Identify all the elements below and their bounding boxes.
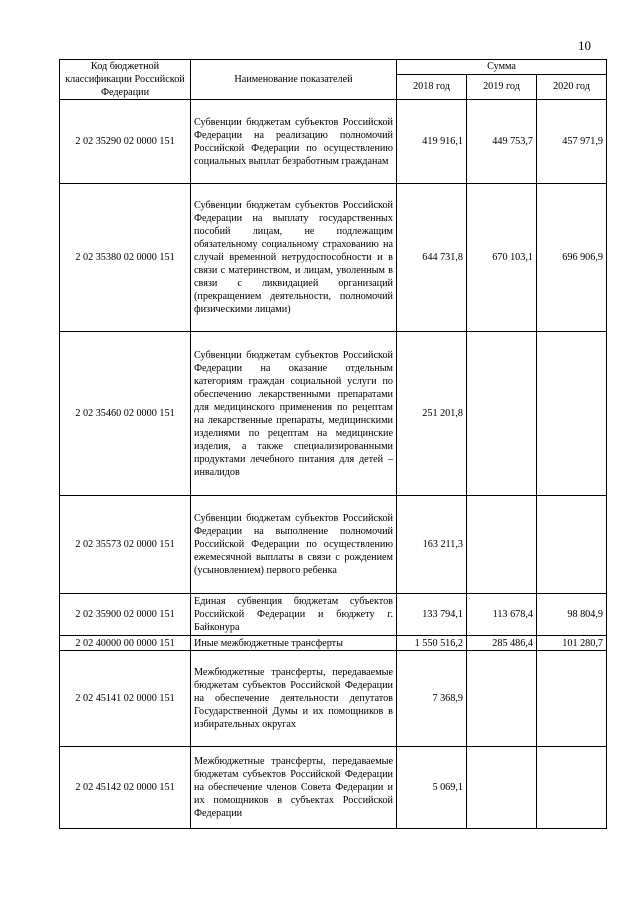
table-row: [60, 184, 607, 332]
row-code: 2 02 35900 02 0000 151: [60, 594, 191, 636]
row-value-2020: 98 804,9: [537, 594, 607, 636]
row-value-2018: 644 731,8: [397, 184, 467, 332]
row-code: 2 02 35290 02 0000 151: [60, 100, 191, 184]
row-code: 2 02 35380 02 0000 151: [60, 184, 191, 332]
row-value-2020: [537, 496, 607, 594]
row-value-2020: 101 280,7: [537, 636, 607, 651]
row-code: 2 02 40000 00 0000 151: [60, 636, 191, 651]
row-value-2020: 696 906,9: [537, 184, 607, 332]
row-name: Межбюджетные трансферты, передаваемые бюджетам субъектов Российской Федерации на обеспечение членов Совета Федерации и их помощников в субъектах Российской Федерации: [191, 747, 397, 829]
header-year-2020: 2020 год: [537, 74, 607, 99]
row-value-2018: 1 550 516,2: [397, 636, 467, 651]
row-name: Единая субвенция бюджетам субъектов Российской Федерации и бюджету г. Байконура: [191, 594, 397, 636]
row-name: Субвенции бюджетам субъектов Российской Федерации на выполнение полномочий Российской Федерации по осуществлению ежемесячной выплаты в связи с рождением (усыновлением) первого ребенка: [191, 496, 397, 594]
table-row: [60, 594, 607, 636]
table-row: [60, 332, 607, 496]
table-row: [60, 651, 607, 747]
budget-table: [59, 59, 607, 829]
row-value-2018: 133 794,1: [397, 594, 467, 636]
row-value-2018: 5 069,1: [397, 747, 467, 829]
table-row: [60, 496, 607, 594]
row-name: Иные межбюджетные трансферты: [191, 636, 397, 651]
table-row-total: [60, 636, 607, 651]
header-year-2019: 2019 год: [467, 74, 537, 99]
row-value-2019: [467, 747, 537, 829]
row-value-2019: [467, 651, 537, 747]
row-value-2020: [537, 332, 607, 496]
row-value-2018: 251 201,8: [397, 332, 467, 496]
header-year-2018: 2018 год: [397, 74, 467, 99]
row-code: 2 02 35460 02 0000 151: [60, 332, 191, 496]
row-value-2019: 670 103,1: [467, 184, 537, 332]
row-value-2019: 113 678,4: [467, 594, 537, 636]
header-name: Наименование показателей: [191, 60, 397, 100]
row-value-2020: 457 971,9: [537, 100, 607, 184]
row-name: Субвенции бюджетам субъектов Российской Федерации на оказание отдельным категориям граждан социальной услуги по обеспечению лекарственными препаратами для медицинского применения по рецептам на лекарственные препараты, медицинскими изделиями по рецептам на медицинские изделия, а также специализированными продуктами лечебного питания для детей – инвалидов: [191, 332, 397, 496]
row-value-2018: 7 368,9: [397, 651, 467, 747]
table-row: [60, 100, 607, 184]
row-value-2019: 285 486,4: [467, 636, 537, 651]
row-value-2018: 419 916,1: [397, 100, 467, 184]
row-value-2019: [467, 332, 537, 496]
row-value-2018: 163 211,3: [397, 496, 467, 594]
row-code: 2 02 35573 02 0000 151: [60, 496, 191, 594]
row-value-2019: [467, 496, 537, 594]
table-row: [60, 747, 607, 829]
row-name: Межбюджетные трансферты, передаваемые бюджетам субъектов Российской Федерации на обеспечение деятельности депутатов Государственной Думы и их помощников в избирательных округах: [191, 651, 397, 747]
row-code: 2 02 45141 02 0000 151: [60, 651, 191, 747]
page-number: 10: [578, 38, 591, 53]
header-code: Код бюджетной классификации Российской Федерации: [60, 60, 191, 100]
row-value-2020: [537, 651, 607, 747]
row-value-2019: 449 753,7: [467, 100, 537, 184]
row-name: Субвенции бюджетам субъектов Российской Федерации на выплату государственных пособий лицам, не подлежащим обязательному социальному страхованию на случай временной нетрудоспособности и в связи с материнством, и лицам, уволенным в связи с ликвидацией организаций (прекращением деятельности, полномочий физическими лицами): [191, 184, 397, 332]
row-name: Субвенции бюджетам субъектов Российской Федерации на реализацию полномочий Российской Федерации по осуществлению социальных выплат безработным гражданам: [191, 100, 397, 184]
row-code: 2 02 45142 02 0000 151: [60, 747, 191, 829]
header-sum: Сумма: [397, 60, 607, 75]
row-value-2020: [537, 747, 607, 829]
